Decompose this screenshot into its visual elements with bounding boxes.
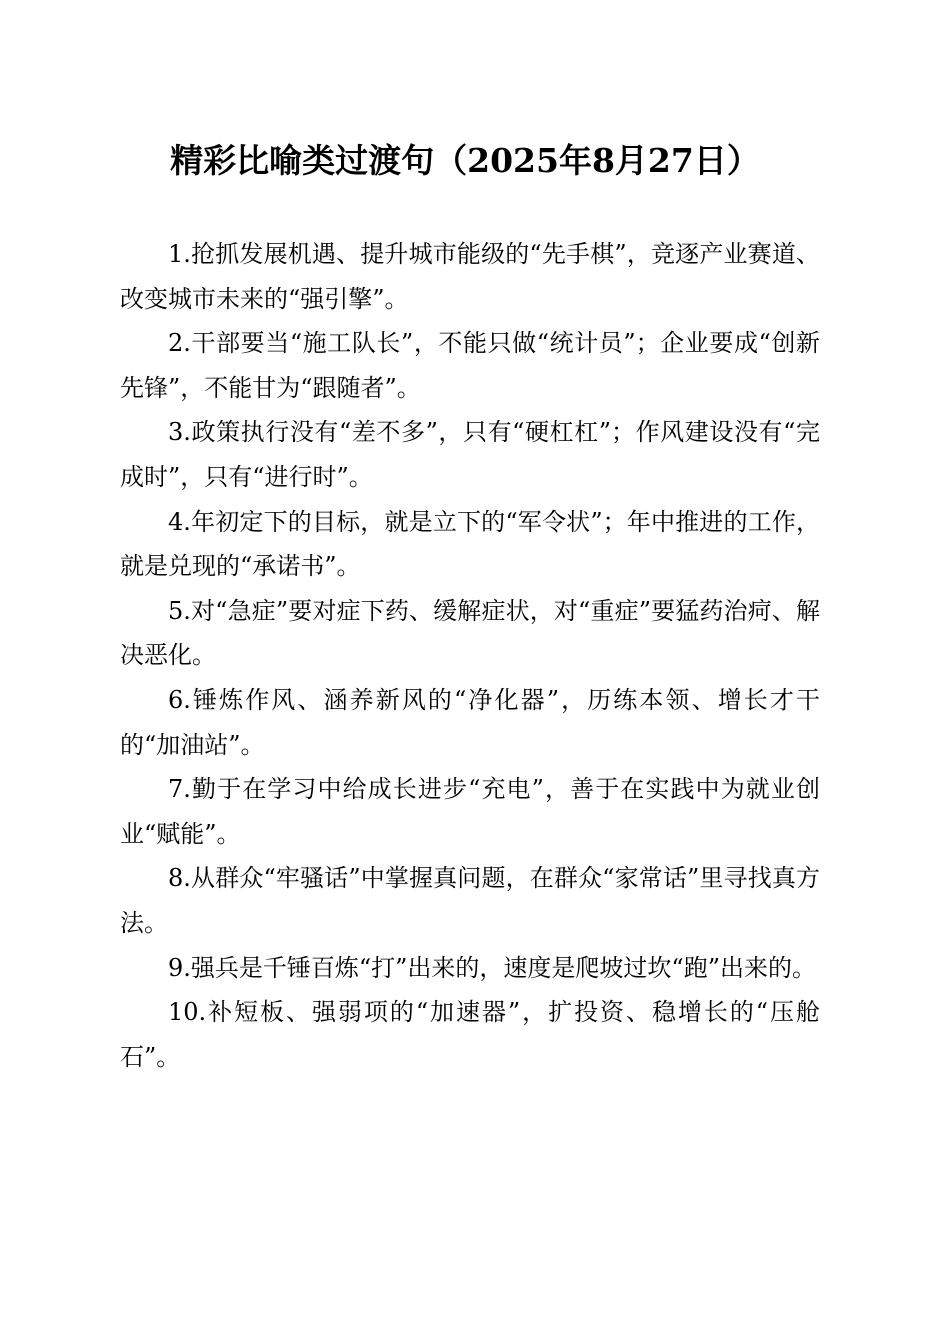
paragraph-7: 7.勤于在学习中给成长进步“充电”，善于在实践中为就业创业“赋能”。 xyxy=(120,775,820,848)
paragraph-2: 2.干部要当“施工队长”，不能只做“统计员”；企业要成“创新先锋”，不能甘为“跟随者”。 xyxy=(120,329,820,402)
document-title: 精彩比喻类过渡句（2025年8月27日） xyxy=(170,141,760,180)
paragraph-8: 8.从群众“牢骚话”中掌握真问题，在群众“家常话”里寻找真方法。 xyxy=(120,864,820,937)
paragraph-10: 10.补短板、强弱项的“加速器”，扩投资、稳增长的“压舱石”。 xyxy=(120,998,820,1071)
paragraph-1: 1.抢抓发展机遇、提升城市能级的“先手棋”，竞逐产业赛道、改变城市未来的“强引擎”。 xyxy=(120,240,820,313)
document-body xyxy=(120,232,820,1079)
paragraph-5: 5.对“急症”要对症下药、缓解症状，对“重症”要猛药治疴、解决恶化。 xyxy=(120,596,820,670)
paragraph-4: 4.年初定下的目标，就是立下的“军令状”；年中推进的工作，就是兑现的“承诺书”。 xyxy=(120,507,820,581)
paragraph-6: 6.锤炼作风、涵养新风的“净化器”，历练本领、增长才干的“加油站”。 xyxy=(120,685,820,759)
paragraph-3: 3.政策执行没有“差不多”，只有“硬杠杠”；作风建设没有“完成时”，只有“进行时”。 xyxy=(120,418,820,491)
paragraph-9: 9.强兵是千锤百炼“打”出来的，速度是爬坡过坎“跑”出来的。 xyxy=(168,953,816,982)
